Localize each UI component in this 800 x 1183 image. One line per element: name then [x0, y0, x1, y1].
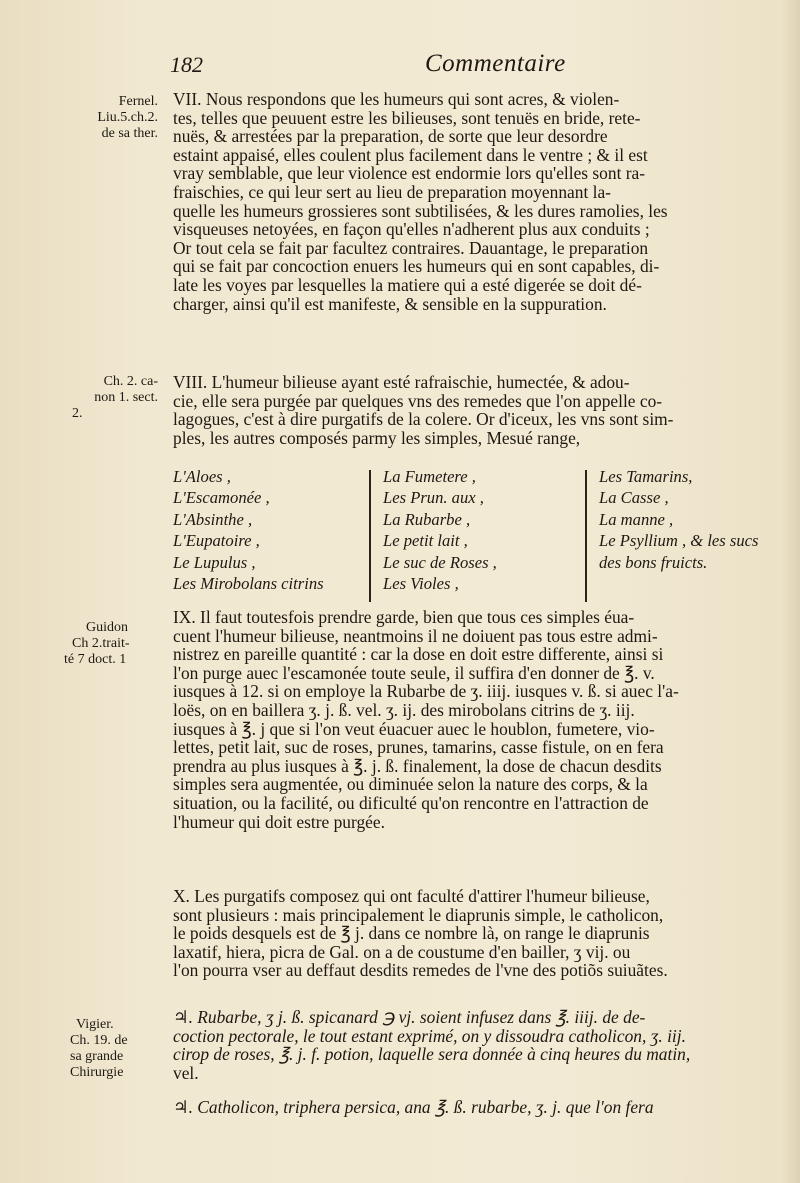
margin-line: de sa ther.	[101, 126, 158, 141]
text-line: prendra au plus iusques à ℥. j. ß. finalement, la dose de chacun desdits	[173, 755, 662, 776]
margin-line: Chirurgie	[70, 1065, 124, 1080]
section-viii	[173, 373, 788, 447]
simple-item: La Casse ,	[599, 488, 669, 508]
margin-line: Ch 2.trait-	[72, 636, 130, 651]
text-line: cuent l'humeur bilieuse, neantmoins il ne doiuent pas tous estre admi-	[173, 625, 658, 646]
text-line: situation, ou la facilité, ou dificulté qu'on rencontre en l'attraction de	[173, 792, 649, 813]
simple-item: La Rubarbe ,	[383, 509, 471, 529]
margin-line: sa grande	[70, 1049, 124, 1064]
simple-item: Les Mirobolans citrins	[173, 574, 324, 594]
running-title: Commentaire	[425, 50, 566, 77]
text-line: late les voyes par lesquelles la matiere qui a esté digerée se doit dé-	[173, 274, 642, 295]
text-line: Or tout cela se fait par facultez contraires. Dauantage, le preparation	[173, 237, 649, 258]
text-line: le poids desquels est de ℥ j. dans ce nombre là, on range le diaprunis	[173, 923, 650, 944]
margin-line: Ch. 19. de	[70, 1033, 128, 1048]
text-line: iusques à 12. si on employe la Rubarbe de ʒ. iiij. iusques v. ß. si auec l'a-	[173, 681, 679, 702]
simple-item: des bons fruicts.	[599, 552, 708, 572]
text-line: l'on purge auec l'escamonée toute seule, il suffira d'en donner de ℥. v.	[173, 662, 655, 683]
text-line: loës, on en baillera ʒ. j. ß. vel. ʒ. ij. des mirobolans citrins de ʒ. iij.	[173, 699, 635, 720]
text-line: vray semblable, que leur violence est endormie lors qu'elles sont ra-	[173, 163, 646, 184]
simples-column-3	[599, 466, 758, 573]
text-line: cie, elle sera purgée par quelques vns des remedes que l'on appelle co-	[173, 390, 663, 411]
text-line: simples sera augmentée, ou diminuée selon la nature des corps, & la	[173, 774, 648, 795]
margin-line: Fernel.	[118, 94, 158, 109]
margin-line: Liu.5.ch.2.	[97, 110, 158, 125]
simple-item: L'Escamonée ,	[173, 488, 270, 508]
text-line: lagogues, c'est à dire purgatifs de la colere. Or d'iceux, les vns sont sim-	[173, 409, 674, 430]
text-line: ♃. Catholicon, triphera persica, ana ℥. ß. rubarbe, ʒ. j. que l'on fera	[173, 1097, 654, 1117]
simple-item: La Fumetere ,	[383, 467, 476, 486]
text-line: nuës, & arrestées par la preparation, de sorte que leur desordre	[173, 126, 608, 147]
simple-item: La manne ,	[599, 509, 674, 529]
simple-item: Le petit lait ,	[383, 531, 468, 551]
text-line: VII. Nous respondons que les humeurs qui sont acres, & violen-	[173, 89, 620, 109]
margin-note-ch2	[52, 374, 158, 422]
section-vii	[173, 90, 788, 313]
simple-item: L'Aloes ,	[173, 467, 231, 486]
column-divider	[585, 470, 587, 602]
text-line: quelle les humeurs grossieres sont subtilisées, & les dures ramolies, les	[173, 200, 668, 221]
text-line: lettes, petit lait, suc de roses, prunes, tamarins, casse fistule, on en fera	[173, 737, 664, 758]
margin-note-guidon	[60, 620, 170, 668]
column-divider	[369, 470, 371, 602]
text-line: sont plusieurs : mais principalement le diaprunis simple, le catholicon,	[173, 904, 664, 925]
simples-table	[173, 466, 788, 606]
text-line: charger, ainsi qu'il est manifeste, & sensible en la suppuration.	[173, 293, 607, 314]
simple-item: Les Prun. aux ,	[383, 488, 484, 508]
simple-item: Le Lupulus ,	[173, 552, 256, 572]
text-line: ♃. Rubarbe, ʒ j. ß. spicanard ℈ vj. soient infusez dans ℥. iiij. de de-	[173, 1007, 646, 1027]
simple-item: Les Violes ,	[383, 574, 459, 594]
text-line: l'on pourra vser au deffaut desdits remedes de l'vne des potiõs suiuãtes.	[173, 960, 668, 981]
text-line: tes, telles que peuuent estre les bilieuses, sont tenuës en bride, rete-	[173, 107, 641, 128]
text-line: IX. Il faut toutesfois prendre garde, bien que tous ces simples éua-	[173, 607, 635, 627]
page-header	[0, 52, 800, 84]
margin-line: 2.	[72, 406, 83, 421]
recipe-2	[173, 1098, 788, 1117]
margin-line: Ch. 2. ca-	[103, 374, 158, 389]
simples-column-1	[173, 466, 324, 594]
text-line: iusques à ℥. j que si l'on veut éuacuer auec le houblon, fumetere, vio-	[173, 718, 655, 739]
simple-item: Le Psyllium , & les sucs	[599, 531, 759, 551]
section-x	[173, 887, 788, 980]
margin-line: non 1. sect.	[94, 390, 158, 405]
simple-item: L'Eupatoire ,	[173, 531, 260, 551]
margin-line: Vigier.	[76, 1017, 114, 1032]
text-line: l'humeur qui doit estre purgée.	[173, 811, 385, 832]
text-line: nistrez en pareille quantité : car la dose en doit estre differente, ainsi si	[173, 644, 664, 665]
text-line: coction pectorale, le tout estant exprimé, on y dissoudra catholicon, ʒ. iij.	[173, 1025, 686, 1046]
text-line: estaint appaisé, elles coulent plus facilement dans le ventre ; & il est	[173, 144, 648, 165]
page-number: 182	[170, 52, 203, 77]
text-line: X. Les purgatifs composez qui ont faculté d'attirer l'humeur bilieuse,	[173, 886, 650, 906]
text-line: ples, les autres composés parmy les simples, Mesué range,	[173, 427, 581, 448]
simple-item: Le suc de Roses ,	[383, 552, 497, 572]
text-line: cirop de roses, ℥. j. f. potion, laquelle sera donnée à cinq heures du matin,	[173, 1044, 691, 1065]
text-line: fraischies, ce qui leur sert au lieu de preparation moyennant la-	[173, 181, 611, 202]
recipe-1	[173, 1008, 788, 1082]
text-line: laxatif, hiera, picra de Gal. on a de coustume d'en bailler, ʒ vij. ou	[173, 941, 631, 962]
section-ix	[173, 608, 788, 831]
text-line: vel.	[173, 1062, 199, 1083]
simple-item: L'Absinthe ,	[173, 509, 253, 529]
margin-note-fernel	[52, 94, 158, 142]
simples-column-2	[383, 466, 497, 594]
margin-note-vigier	[70, 1017, 170, 1081]
text-line: VIII. L'humeur bilieuse ayant esté rafraischie, humectée, & adou-	[173, 372, 630, 392]
text-line: qui se fait par concoction enuers les humeurs qui en sont capables, di-	[173, 256, 660, 277]
text-line: visqueuses netoyées, en façon qu'elles n'adherent plus aux conduits ;	[173, 219, 650, 240]
simple-item: Les Tamarins,	[599, 467, 693, 486]
margin-line: té 7 doct. 1	[64, 652, 127, 667]
margin-line: Guidon	[86, 620, 128, 635]
